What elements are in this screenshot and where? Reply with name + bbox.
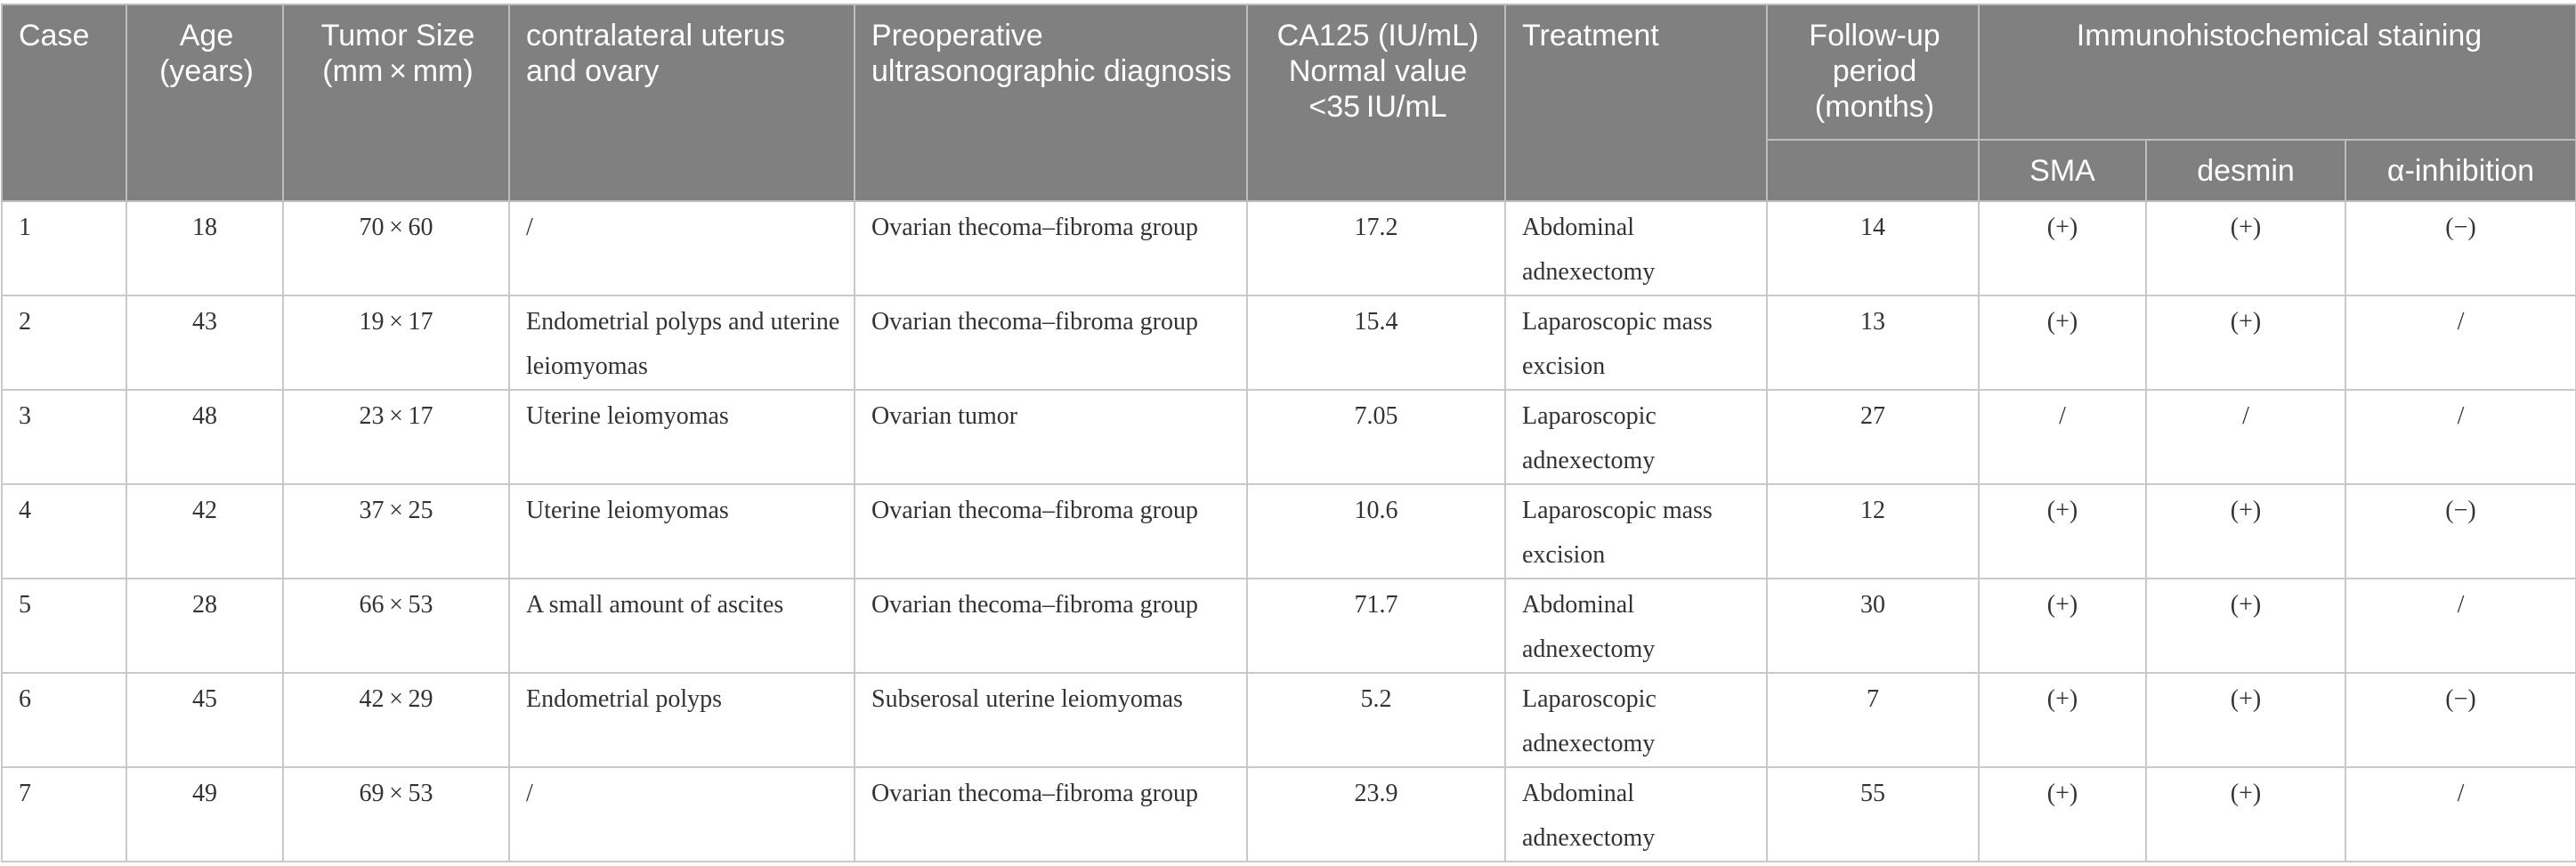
header-contralateral: contralateral uterus and ovary [509, 4, 855, 201]
cell-alpha-inhibition: (−) [2345, 201, 2576, 295]
cell-alpha-inhibition: / [2345, 579, 2576, 673]
table-header [2, 4, 2576, 201]
cell-tumor-size: 37 × 25 [283, 484, 509, 579]
cell-case: 4 [2, 484, 126, 579]
cell-followup: 30 [1767, 579, 1979, 673]
cell-alpha-inhibition: (−) [2345, 484, 2576, 579]
cell-sma: (+) [1979, 201, 2146, 295]
cell-age: 43 [126, 295, 283, 390]
header-alpha-inhibition: α-inhibition [2345, 140, 2576, 201]
cell-age: 28 [126, 579, 283, 673]
cell-treatment: Laparoscopic adnexectomy [1505, 390, 1767, 484]
cell-age: 45 [126, 673, 283, 767]
cell-alpha-inhibition: (−) [2345, 673, 2576, 767]
cell-ca125: 7.05 [1247, 390, 1505, 484]
cell-ca125: 71.7 [1247, 579, 1505, 673]
table-row [2, 201, 2576, 295]
cell-tumor-size: 23 × 17 [283, 390, 509, 484]
cell-tumor-size: 69 × 53 [283, 767, 509, 862]
cell-followup: 55 [1767, 767, 1979, 862]
cell-contralateral: Endometrial polyps [509, 673, 855, 767]
cell-sma: (+) [1979, 673, 2146, 767]
table-row [2, 767, 2576, 862]
cell-tumor-size: 42 × 29 [283, 673, 509, 767]
cell-ca125: 23.9 [1247, 767, 1505, 862]
cell-ca125: 15.4 [1247, 295, 1505, 390]
table-row [2, 673, 2576, 767]
cell-diagnosis: Ovarian thecoma–fibroma group [855, 201, 1247, 295]
cell-desmin: (+) [2146, 295, 2345, 390]
cell-followup: 14 [1767, 201, 1979, 295]
header-sma: SMA [1979, 140, 2146, 201]
cell-sma: / [1979, 390, 2146, 484]
cell-age: 48 [126, 390, 283, 484]
header-treatment: Treatment [1505, 4, 1767, 201]
cell-contralateral: Uterine leiomyomas [509, 484, 855, 579]
header-case: Case [2, 4, 126, 201]
header-immunohistochemical-staining: Immunohistochemical staining [1979, 4, 2576, 140]
header-age: Age (years) [126, 4, 283, 201]
cell-treatment: Abdominal adnexectomy [1505, 767, 1767, 862]
table-body [2, 201, 2576, 862]
cell-diagnosis: Ovarian thecoma–fibroma group [855, 579, 1247, 673]
cell-alpha-inhibition: / [2345, 295, 2576, 390]
header-desmin: desmin [2146, 140, 2345, 201]
cell-case: 3 [2, 390, 126, 484]
cell-followup: 13 [1767, 295, 1979, 390]
cell-desmin: (+) [2146, 484, 2345, 579]
cell-case: 6 [2, 673, 126, 767]
cell-treatment: Laparoscopic adnexectomy [1505, 673, 1767, 767]
cell-treatment: Abdominal adnexectomy [1505, 579, 1767, 673]
cell-contralateral: A small amount of ascites [509, 579, 855, 673]
cell-sma: (+) [1979, 295, 2146, 390]
table-row [2, 390, 2576, 484]
cell-contralateral: / [509, 201, 855, 295]
cell-desmin: (+) [2146, 673, 2345, 767]
cell-tumor-size: 70 × 60 [283, 201, 509, 295]
cell-case: 7 [2, 767, 126, 862]
cell-sma: (+) [1979, 484, 2146, 579]
cell-contralateral: Endometrial polyps and uterine leiomyomas [509, 295, 855, 390]
cell-ca125: 5.2 [1247, 673, 1505, 767]
cell-alpha-inhibition: / [2345, 390, 2576, 484]
cell-case: 1 [2, 201, 126, 295]
cell-followup: 12 [1767, 484, 1979, 579]
cell-sma: (+) [1979, 579, 2146, 673]
cell-treatment: Abdominal adnexectomy [1505, 201, 1767, 295]
cell-diagnosis: Subserosal uterine leiomyomas [855, 673, 1247, 767]
cell-diagnosis: Ovarian thecoma–fibroma group [855, 295, 1247, 390]
table-row [2, 295, 2576, 390]
cell-ca125: 17.2 [1247, 201, 1505, 295]
cell-case: 2 [2, 295, 126, 390]
cell-case: 5 [2, 579, 126, 673]
cell-desmin: (+) [2146, 579, 2345, 673]
cell-desmin: (+) [2146, 201, 2345, 295]
cell-age: 49 [126, 767, 283, 862]
case-table [1, 4, 2576, 862]
cell-sma: (+) [1979, 767, 2146, 862]
header-preoperative-diagnosis: Preoperative ultrasonographic diagnosis [855, 4, 1247, 201]
cell-treatment: Laparoscopic mass excision [1505, 484, 1767, 579]
cell-tumor-size: 19 × 17 [283, 295, 509, 390]
table-row [2, 579, 2576, 673]
cell-age: 18 [126, 201, 283, 295]
cell-tumor-size: 66 × 53 [283, 579, 509, 673]
table-row [2, 484, 2576, 579]
cell-contralateral: / [509, 767, 855, 862]
cell-age: 42 [126, 484, 283, 579]
cell-ca125: 10.6 [1247, 484, 1505, 579]
header-tumor-size: Tumor Size (mm × mm) [283, 4, 509, 201]
cell-treatment: Laparoscopic mass excision [1505, 295, 1767, 390]
cell-followup: 7 [1767, 673, 1979, 767]
cell-alpha-inhibition: / [2345, 767, 2576, 862]
header-ca125: CA125 (IU/mL) Normal value <35 IU/mL [1247, 4, 1505, 201]
cell-desmin: / [2146, 390, 2345, 484]
cell-diagnosis: Ovarian tumor [855, 390, 1247, 484]
cell-followup: 27 [1767, 390, 1979, 484]
cell-desmin: (+) [2146, 767, 2345, 862]
header-followup: Follow-up period (months) [1767, 4, 1979, 140]
cell-diagnosis: Ovarian thecoma–fibroma group [855, 767, 1247, 862]
cell-contralateral: Uterine leiomyomas [509, 390, 855, 484]
header-followup-spacer [1767, 140, 1979, 201]
cell-diagnosis: Ovarian thecoma–fibroma group [855, 484, 1247, 579]
